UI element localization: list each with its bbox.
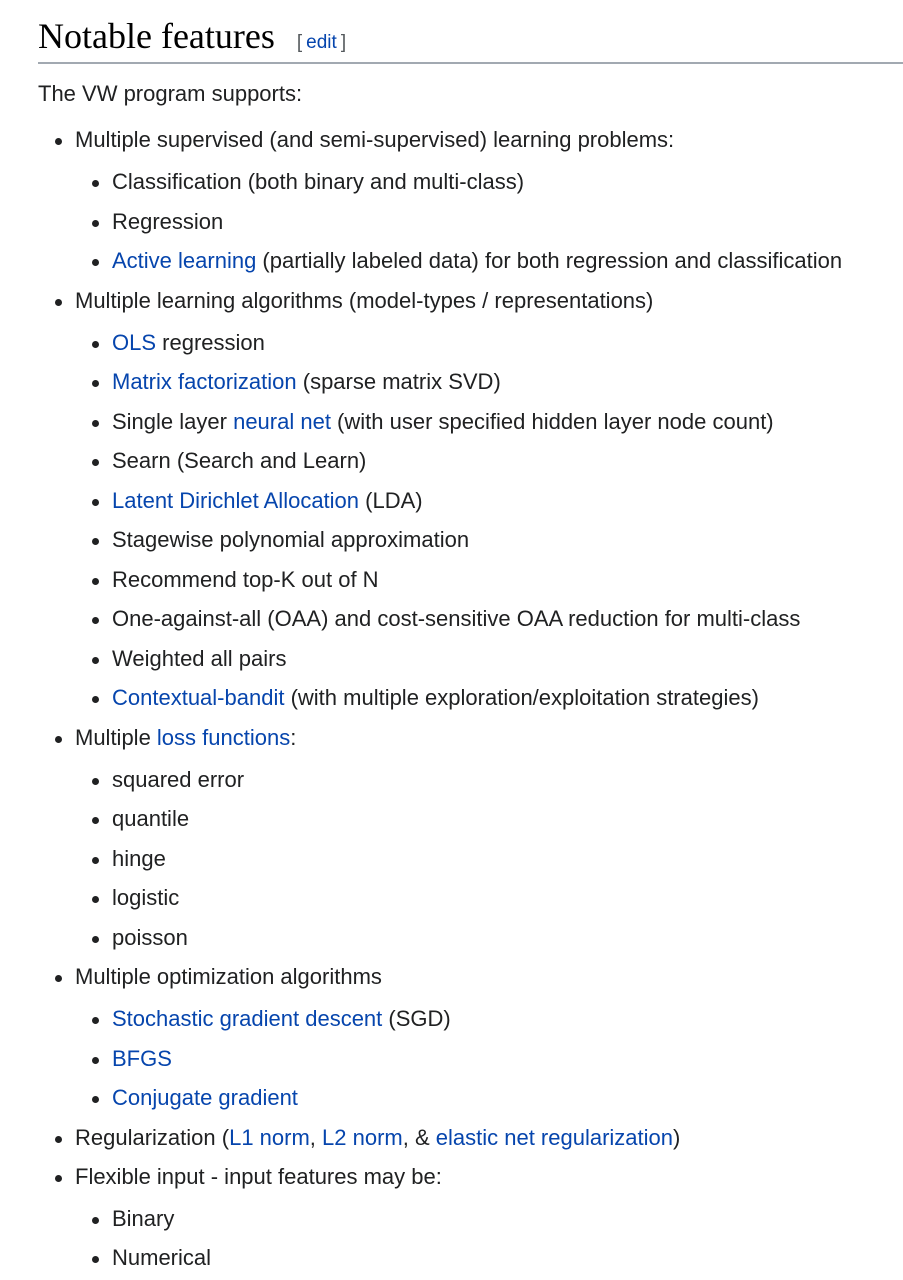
item-text: Classification (both binary and multi-class)	[112, 169, 525, 194]
bullet-icon	[55, 975, 62, 982]
item-text: poisson	[112, 924, 188, 950]
list-item-optimization	[38, 962, 903, 1113]
item-text: logistic	[112, 885, 180, 910]
list-item-label: Flexible input - input features may be:	[75, 1163, 442, 1189]
edit-bracket-close: ]	[340, 32, 347, 53]
list-item	[75, 844, 903, 874]
item-text: hinge	[112, 845, 166, 871]
list-item	[75, 565, 903, 595]
list-item	[75, 328, 903, 358]
sgd-link[interactable]: Stochastic gradient descent	[112, 1006, 383, 1031]
list-item-algorithms	[38, 286, 903, 714]
item-text: Searn (Search and Learn)	[112, 448, 367, 473]
contextual-bandit-link[interactable]: Contextual-bandit	[112, 685, 285, 710]
list-item	[75, 1204, 903, 1234]
elastic-net-link[interactable]: elastic net regularization	[435, 1124, 674, 1150]
bullet-icon	[92, 459, 99, 466]
item-text: (with multiple exploration/exploitation strategies)	[284, 685, 759, 710]
bullet-icon	[92, 220, 99, 227]
list-item	[75, 207, 903, 237]
list-item	[75, 923, 903, 953]
bullet-icon	[92, 341, 99, 348]
list-item-label: Multiple optimization algorithms	[75, 964, 382, 989]
bullet-icon	[92, 696, 99, 703]
list-item	[75, 1083, 903, 1113]
list-item-regularization	[38, 1123, 903, 1153]
ols-link[interactable]: OLS	[112, 329, 157, 355]
edit-section	[297, 32, 346, 54]
bullet-icon	[55, 299, 62, 306]
list-item	[75, 486, 903, 516]
sub-list-problems	[75, 167, 903, 276]
list-item	[75, 1044, 903, 1074]
list-item	[75, 644, 903, 674]
bullet-icon	[92, 857, 99, 864]
bullet-icon	[92, 180, 99, 187]
separator-text: , &	[402, 1124, 436, 1150]
item-text: quantile	[112, 806, 190, 831]
list-item-problems	[38, 125, 903, 276]
list-item-label: Multiple supervised (and semi-supervised) learning problems:	[75, 127, 675, 152]
item-text: (sparse matrix SVD)	[296, 369, 501, 394]
sub-list-loss	[75, 765, 903, 953]
item-text: (with user specified hidden layer node count)	[330, 408, 774, 434]
bullet-icon	[92, 778, 99, 785]
list-item	[75, 246, 903, 276]
bullet-icon	[92, 380, 99, 387]
item-text: (LDA)	[359, 487, 423, 513]
matrix-factorization-link[interactable]: Matrix factorization	[112, 369, 297, 394]
bullet-icon	[55, 138, 62, 145]
bullet-icon	[92, 936, 99, 943]
section-heading	[38, 14, 903, 64]
bullet-icon	[92, 259, 99, 266]
list-item	[75, 604, 903, 634]
item-text: Stagewise polynomial approximation	[112, 527, 470, 552]
item-text: Binary	[112, 1205, 175, 1231]
bullet-icon	[92, 499, 99, 506]
bullet-icon	[92, 1017, 99, 1024]
edit-bracket-open: [	[296, 32, 303, 53]
list-item	[75, 367, 903, 397]
bullet-icon	[92, 1096, 99, 1103]
item-text: (SGD)	[382, 1006, 451, 1031]
bfgs-link[interactable]: BFGS	[112, 1045, 172, 1071]
bullet-icon	[92, 1057, 99, 1064]
list-item	[75, 804, 903, 834]
list-item-label: Regularization (	[75, 1124, 230, 1150]
list-item-label: )	[673, 1124, 681, 1150]
active-learning-link[interactable]: Active learning	[112, 248, 257, 273]
bullet-icon	[92, 420, 99, 427]
list-item	[75, 1004, 903, 1034]
list-item-label: :	[290, 724, 297, 750]
bullet-icon	[92, 1217, 99, 1224]
bullet-icon	[92, 896, 99, 903]
bullet-icon	[55, 1136, 62, 1143]
item-text: Regression	[112, 208, 224, 234]
feature-list	[38, 125, 903, 1273]
list-item-input	[38, 1162, 903, 1274]
lda-link[interactable]: Latent Dirichlet Allocation	[112, 487, 360, 513]
item-text: One-against-all (OAA) and cost-sensitive OAA reduction for multi-class	[112, 606, 801, 631]
bullet-icon	[92, 578, 99, 585]
l1-norm-link[interactable]: L1 norm	[229, 1124, 310, 1150]
item-text: regression	[156, 329, 265, 355]
sub-list-input	[75, 1204, 903, 1274]
bullet-icon	[92, 817, 99, 824]
list-item-label: Multiple	[75, 724, 157, 750]
item-text: Single layer	[112, 408, 234, 434]
list-item	[75, 167, 903, 197]
item-text: (partially labeled data) for both regression and classification	[256, 248, 843, 273]
list-item	[75, 525, 903, 555]
bullet-icon	[92, 1256, 99, 1263]
list-item	[75, 765, 903, 795]
list-item	[75, 683, 903, 713]
loss-functions-link[interactable]: loss functions	[156, 724, 291, 750]
list-item	[75, 883, 903, 913]
intro-text: The VW program supports:	[38, 81, 303, 106]
bullet-icon	[55, 736, 62, 743]
bullet-icon	[92, 538, 99, 545]
list-item	[75, 1243, 903, 1273]
bullet-icon	[55, 1175, 62, 1182]
item-text: squared error	[112, 766, 245, 792]
sub-list-algorithms	[75, 328, 903, 714]
item-text: Recommend top-K out of N	[112, 566, 379, 592]
sub-list-optimization	[75, 1004, 903, 1113]
section-title: Notable features	[38, 16, 275, 56]
list-item	[75, 407, 903, 437]
list-item-label: Multiple learning algorithms (model-types / representations)	[75, 287, 654, 313]
conjugate-gradient-link[interactable]: Conjugate gradient	[112, 1085, 298, 1110]
edit-link[interactable]: edit	[306, 32, 337, 53]
neural-net-link[interactable]: neural net	[233, 408, 331, 434]
item-text: Numerical	[112, 1245, 212, 1270]
list-item-loss	[38, 723, 903, 953]
list-item	[75, 446, 903, 476]
item-text: Weighted all pairs	[112, 645, 287, 671]
bullet-icon	[92, 617, 99, 624]
bullet-icon	[92, 657, 99, 664]
separator-text: ,	[309, 1124, 323, 1150]
l2-norm-link[interactable]: L2 norm	[322, 1124, 403, 1150]
